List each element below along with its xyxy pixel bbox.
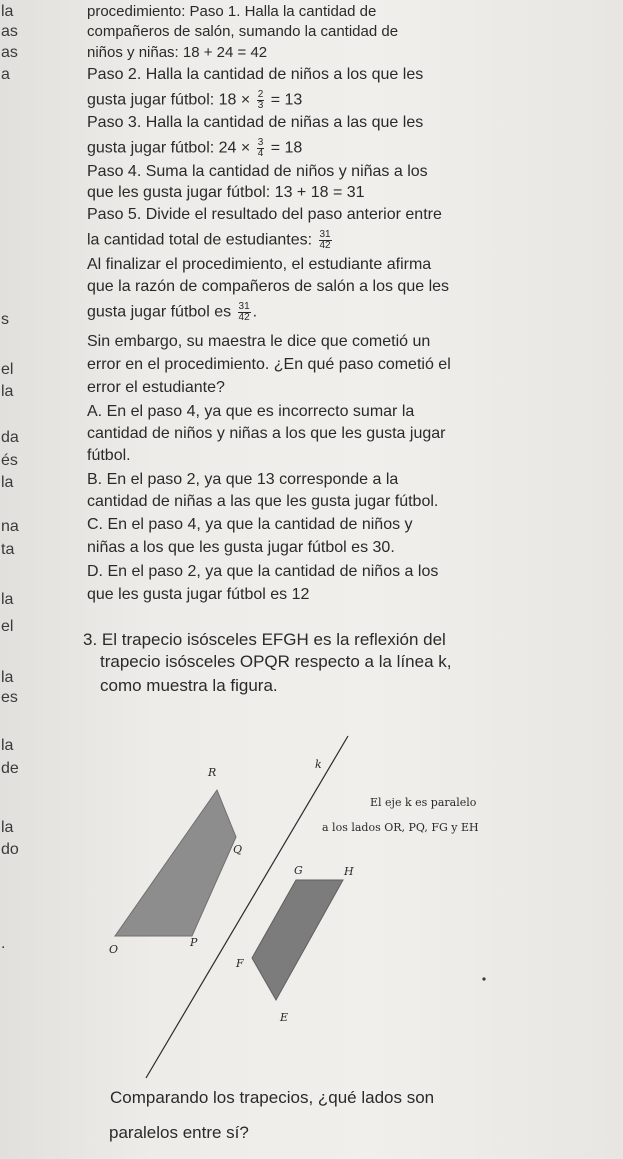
problem-line: error en el procedimiento. ¿En qué paso cometió el — [87, 356, 451, 373]
option-a-cont: cantidad de niños y niñas a los que les gusta jugar — [87, 425, 446, 442]
closing-question-line: paralelos entre sí? — [109, 1123, 249, 1142]
margin-fragment: as — [1, 44, 18, 61]
question3-line: trapecio isósceles OPQR respecto a la línea k, — [100, 652, 452, 671]
label-g: G — [294, 864, 303, 877]
label-k: k — [315, 758, 322, 771]
label-h: H — [344, 865, 354, 878]
trapezoid-opqr — [115, 790, 236, 936]
option-b-cont: cantidad de niñas a las que les gusta jugar fútbol. — [87, 493, 439, 510]
margin-fragment: . — [1, 935, 6, 952]
label-p: P — [190, 936, 198, 949]
problem-line: niños y niñas: 18 + 24 = 42 — [87, 44, 268, 61]
option-d[interactable]: D. En el paso 2, ya que la cantidad de niños a los — [87, 563, 439, 580]
label-e: E — [280, 1011, 289, 1024]
option-d-cont: que les gusta jugar fútbol es 12 — [87, 586, 310, 603]
problem-line: Sin embargo, su maestra le dice que cometió un — [87, 333, 431, 350]
problem-line: compañeros de salón, sumando la cantidad de — [87, 23, 399, 40]
problem-line: Paso 2. Halla la cantidad de niños a los que les — [87, 66, 424, 83]
problem-line: Paso 4. Suma la cantidad de niños y niñas a los — [87, 163, 428, 180]
claim-fraction: $\frac{31}{42}$ — [238, 301, 250, 323]
question3-line: como muestra la figura. — [100, 676, 278, 695]
step3-fraction: $\frac{3}{4}$ — [257, 137, 264, 159]
problem-line: Paso 5. Divide el resultado del paso anterior entre — [87, 206, 442, 223]
margin-fragment: a — [1, 66, 10, 83]
option-c-cont: niñas a los que les gusta jugar fútbol es 30. — [87, 539, 395, 556]
step3-result: = 18 — [270, 139, 303, 157]
margin-fragment: és — [1, 452, 18, 469]
axis-note: a los lados OR, PQ, FG y EH — [322, 821, 479, 834]
margin-fragment: la — [1, 669, 14, 686]
question3-line: 3. El trapecio isósceles EFGH es la reflexión del — [83, 630, 446, 649]
margin-fragment: la — [1, 474, 14, 491]
option-b[interactable]: B. En el paso 2, ya que 13 corresponde a la — [87, 471, 399, 488]
margin-fragment: s — [1, 311, 9, 328]
step2-result: = 13 — [270, 91, 303, 109]
problem-line: error el estudiante? — [87, 379, 225, 396]
trapezoid-efgh — [252, 880, 343, 1000]
option-a[interactable]: A. En el paso 4, ya que es incorrecto sumar la — [87, 403, 415, 420]
label-r: R — [208, 766, 217, 779]
step5-text: la cantidad total de estudiantes: — [87, 231, 313, 249]
claim-end: . — [252, 303, 258, 321]
margin-fragment: la — [1, 819, 14, 836]
closing-question-line: Comparando los trapecios, ¿qué lados son — [110, 1088, 435, 1107]
step3-prefix: 24 × — [218, 139, 251, 157]
step2-text: gusta jugar fútbol: — [87, 91, 215, 109]
problem-line: Al finalizar el procedimiento, el estudiante afirma — [87, 256, 432, 273]
margin-fragment: na — [1, 518, 19, 535]
margin-fragment: es — [1, 689, 18, 706]
problem-line: procedimiento: Paso 1. Halla la cantidad de — [87, 3, 377, 20]
problem-line: Paso 3. Halla la cantidad de niñas a las que les — [87, 114, 424, 131]
margin-fragment: la — [1, 3, 14, 20]
step2-fraction: $\frac{2}{3}$ — [257, 89, 264, 111]
margin-fragment: da — [1, 429, 19, 446]
margin-fragment: la — [1, 737, 14, 754]
margin-fragment: la — [1, 383, 14, 400]
label-q: Q — [233, 843, 243, 856]
margin-fragment: do — [1, 841, 19, 858]
axis-note: El eje k es paralelo — [370, 796, 477, 809]
margin-fragment: ta — [1, 541, 15, 558]
step2-prefix: 18 × — [218, 91, 251, 109]
problem-line: que les gusta jugar fútbol: 13 + 18 = 31 — [87, 184, 365, 201]
step5-fraction: $\frac{31}{42}$ — [319, 229, 331, 251]
margin-fragment: as — [1, 23, 18, 40]
label-f: F — [236, 957, 244, 970]
step3-text: gusta jugar fútbol: — [87, 139, 215, 157]
margin-fragment: el — [1, 618, 14, 635]
margin-fragment: el — [1, 361, 14, 378]
margin-fragment: la — [1, 591, 14, 608]
problem-line: que la razón de compañeros de salón a los que les — [87, 278, 450, 295]
claim-text: gusta jugar fútbol es — [87, 303, 232, 321]
option-a-cont: fútbol. — [87, 447, 131, 464]
stray-dot — [482, 977, 485, 980]
option-c[interactable]: C. En el paso 4, ya que la cantidad de niños y — [87, 516, 413, 533]
margin-fragment: de — [1, 760, 19, 777]
label-o: O — [109, 943, 119, 956]
